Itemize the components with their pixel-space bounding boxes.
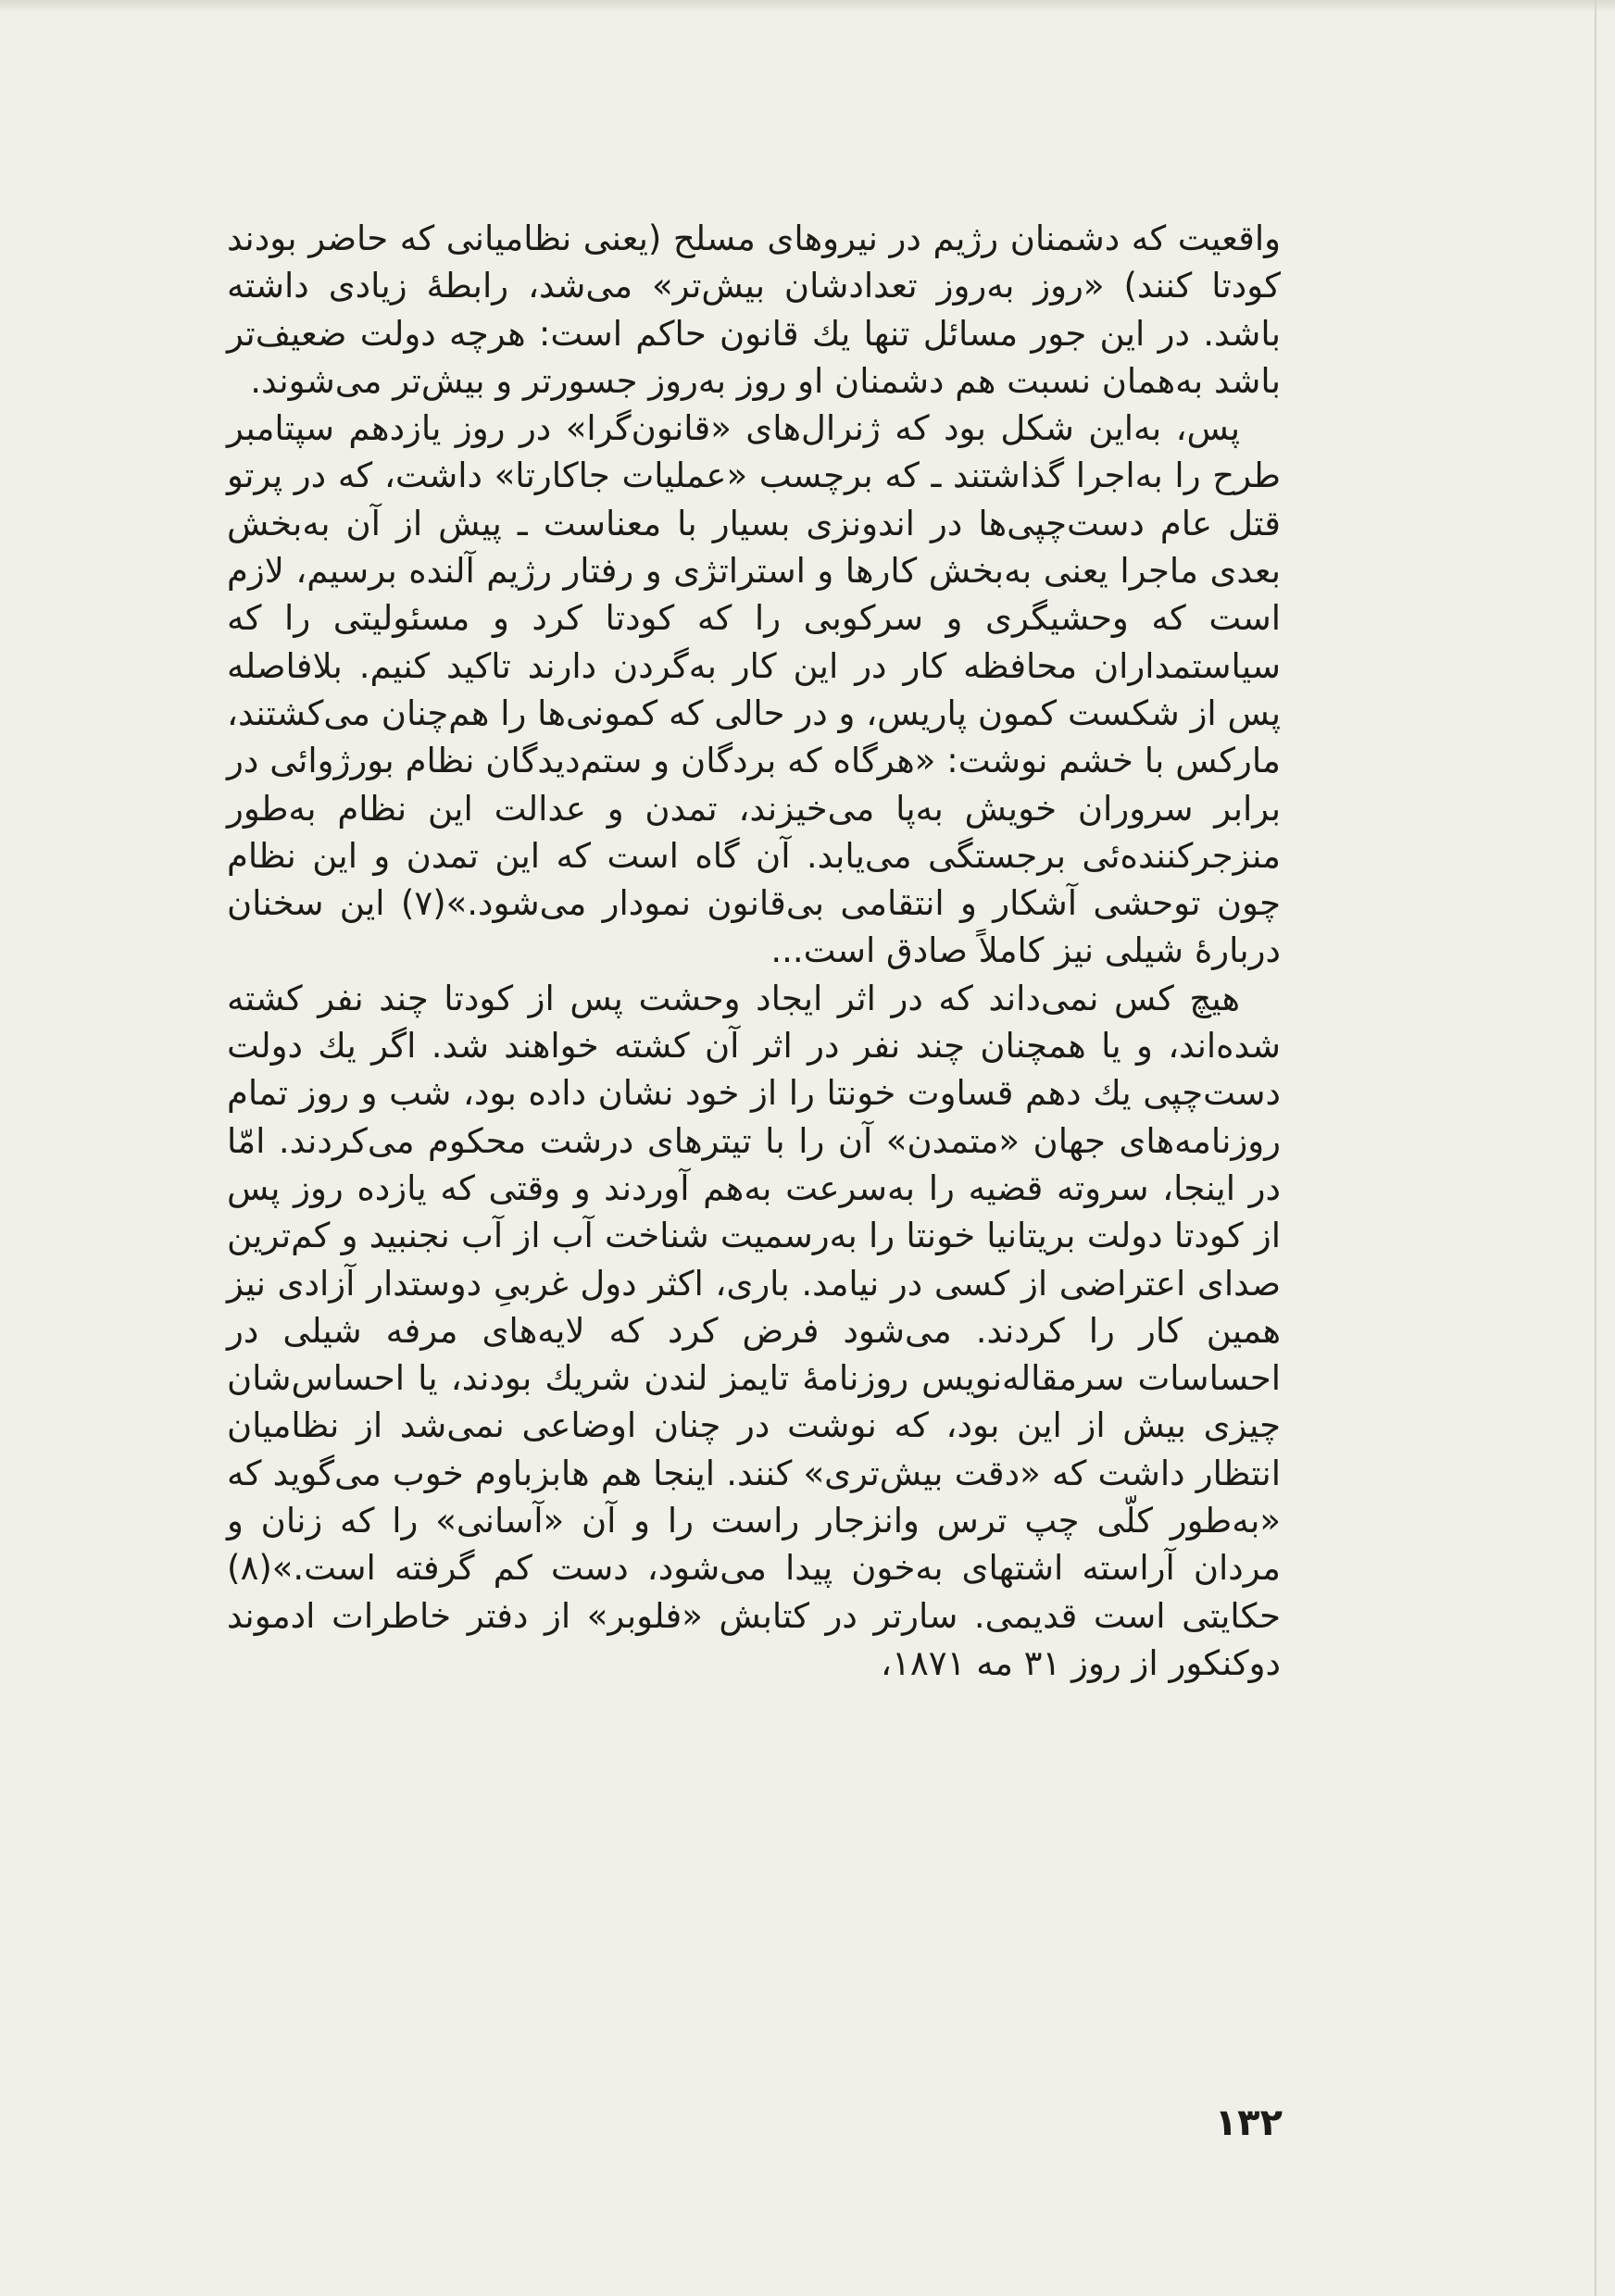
page-edge [1595, 0, 1596, 2296]
page-number: ۱۳۲ [1214, 2102, 1283, 2144]
paragraph-1: واقعیت که دشمنان رژیم در نیروهای مسلح (یعنی نظامیانی که حاضر بودند کودتا کنند) «روز به‌روز تعدادشان بیش‌تر» می‌شد، رابطهٔ زیادی داشته باشد. در این جور مسائل تنها یك قانون حاکم است: هرچه دولت ضعیف‌تر باشد به‌همان نسبت هم دشمنان او روز به‌روز جسورتر و بیش‌تر می‌شوند. [227, 218, 1281, 401]
body-text [227, 215, 1281, 1687]
paragraph-2: پس، به‌این شکل بود که ژنرال‌های «قانون‌گرا» در روز یازدهم سپتامبر طرح را به‌اجرا گذاشتند ـ که برچسب «عملیات جاکارتا» داشت، که در پرتو قتل عام دست‌چپی‌ها در اندونزی بسیار با معناست ـ پیش از آن به‌بخش بعدی ماجرا یعنی به‌بخش کارها و استراتژی و رفتار رژیم آلنده برسیم، لازم است که وحشیگری و سرکوبی را که کودتا کرد و مسئولیتی را که سیاستمداران محافظه کار در این کار به‌گردن دارند تاکید کنیم. بلافاصله پس از شکست کمون پاریس، و در حالی که کمونی‌ها را هم‌چنان می‌کشتند، مارکس با خشم نوشت: «هرگاه که بردگان و ستم‌دیدگان نظام بورژوائی در برابر سروران خویش به‌پا می‌خیزند، تمدن و عدالت این نظام به‌طور منزجرکننده‌ئی برجستگی می‌یابد. آن گاه است که این تمدن و این نظام چون توحشی آشکار و انتقامی بی‌قانون نمودار می‌شود.»(۷) این سخنان دربارهٔ شیلی نیز کاملاً صادق است... [227, 408, 1281, 971]
paragraph-3: هیچ کس نمی‌داند که در اثر ایجاد وحشت پس از کودتا چند نفر کشته شده‌اند، و یا همچنان چند نفر در اثر آن کشته خواهند شد. اگر یك دولت دست‌چپی یك دهم قساوت خونتا را از خود نشان داده بود، شب و روز تمام روزنامه‌های جهان «متمدن» آن را با تیترهای درشت محکوم می‌کردند. امّا در اینجا، سروته قضیه را به‌سرعت به‌هم آوردند و وقتی که یازده روز پس از کودتا دولت بریتانیا خونتا را به‌رسمیت شناخت آب از آب نجنبید و کم‌ترین صدای اعتراضی از کسی در نیامد. باری، اکثر دول غربیِ دوستدار آزادی نیز همین کار را کردند. می‌شود فرض کرد که لایه‌های مرفه شیلی در احساسات سرمقاله‌نویس روزنامهٔ تایمز لندن شریك بودند، یا احساس‌شان چیزی بیش از این بود، که نوشت در چنان اوضاعی نمی‌شد از نظامیان انتظار داشت که «دقت بیش‌تری» کنند. اینجا هم هابزباوم خوب می‌گوید که «به‌طور کلّی چپ ترس وانزجار راست را و آن «آسانی» را که زنان و مردان آراسته اشتهای به‌خون پیدا می‌شود، دست کم گرفته است.»(۸) حکایتی است قدیمی. سارتر در کتابش «فلوبر» از دفتر خاطرات ادموند دوکنکور از روز ۳۱ مه ۱۸۷۱، [227, 978, 1281, 1683]
page-top-shadow [0, 0, 1615, 13]
